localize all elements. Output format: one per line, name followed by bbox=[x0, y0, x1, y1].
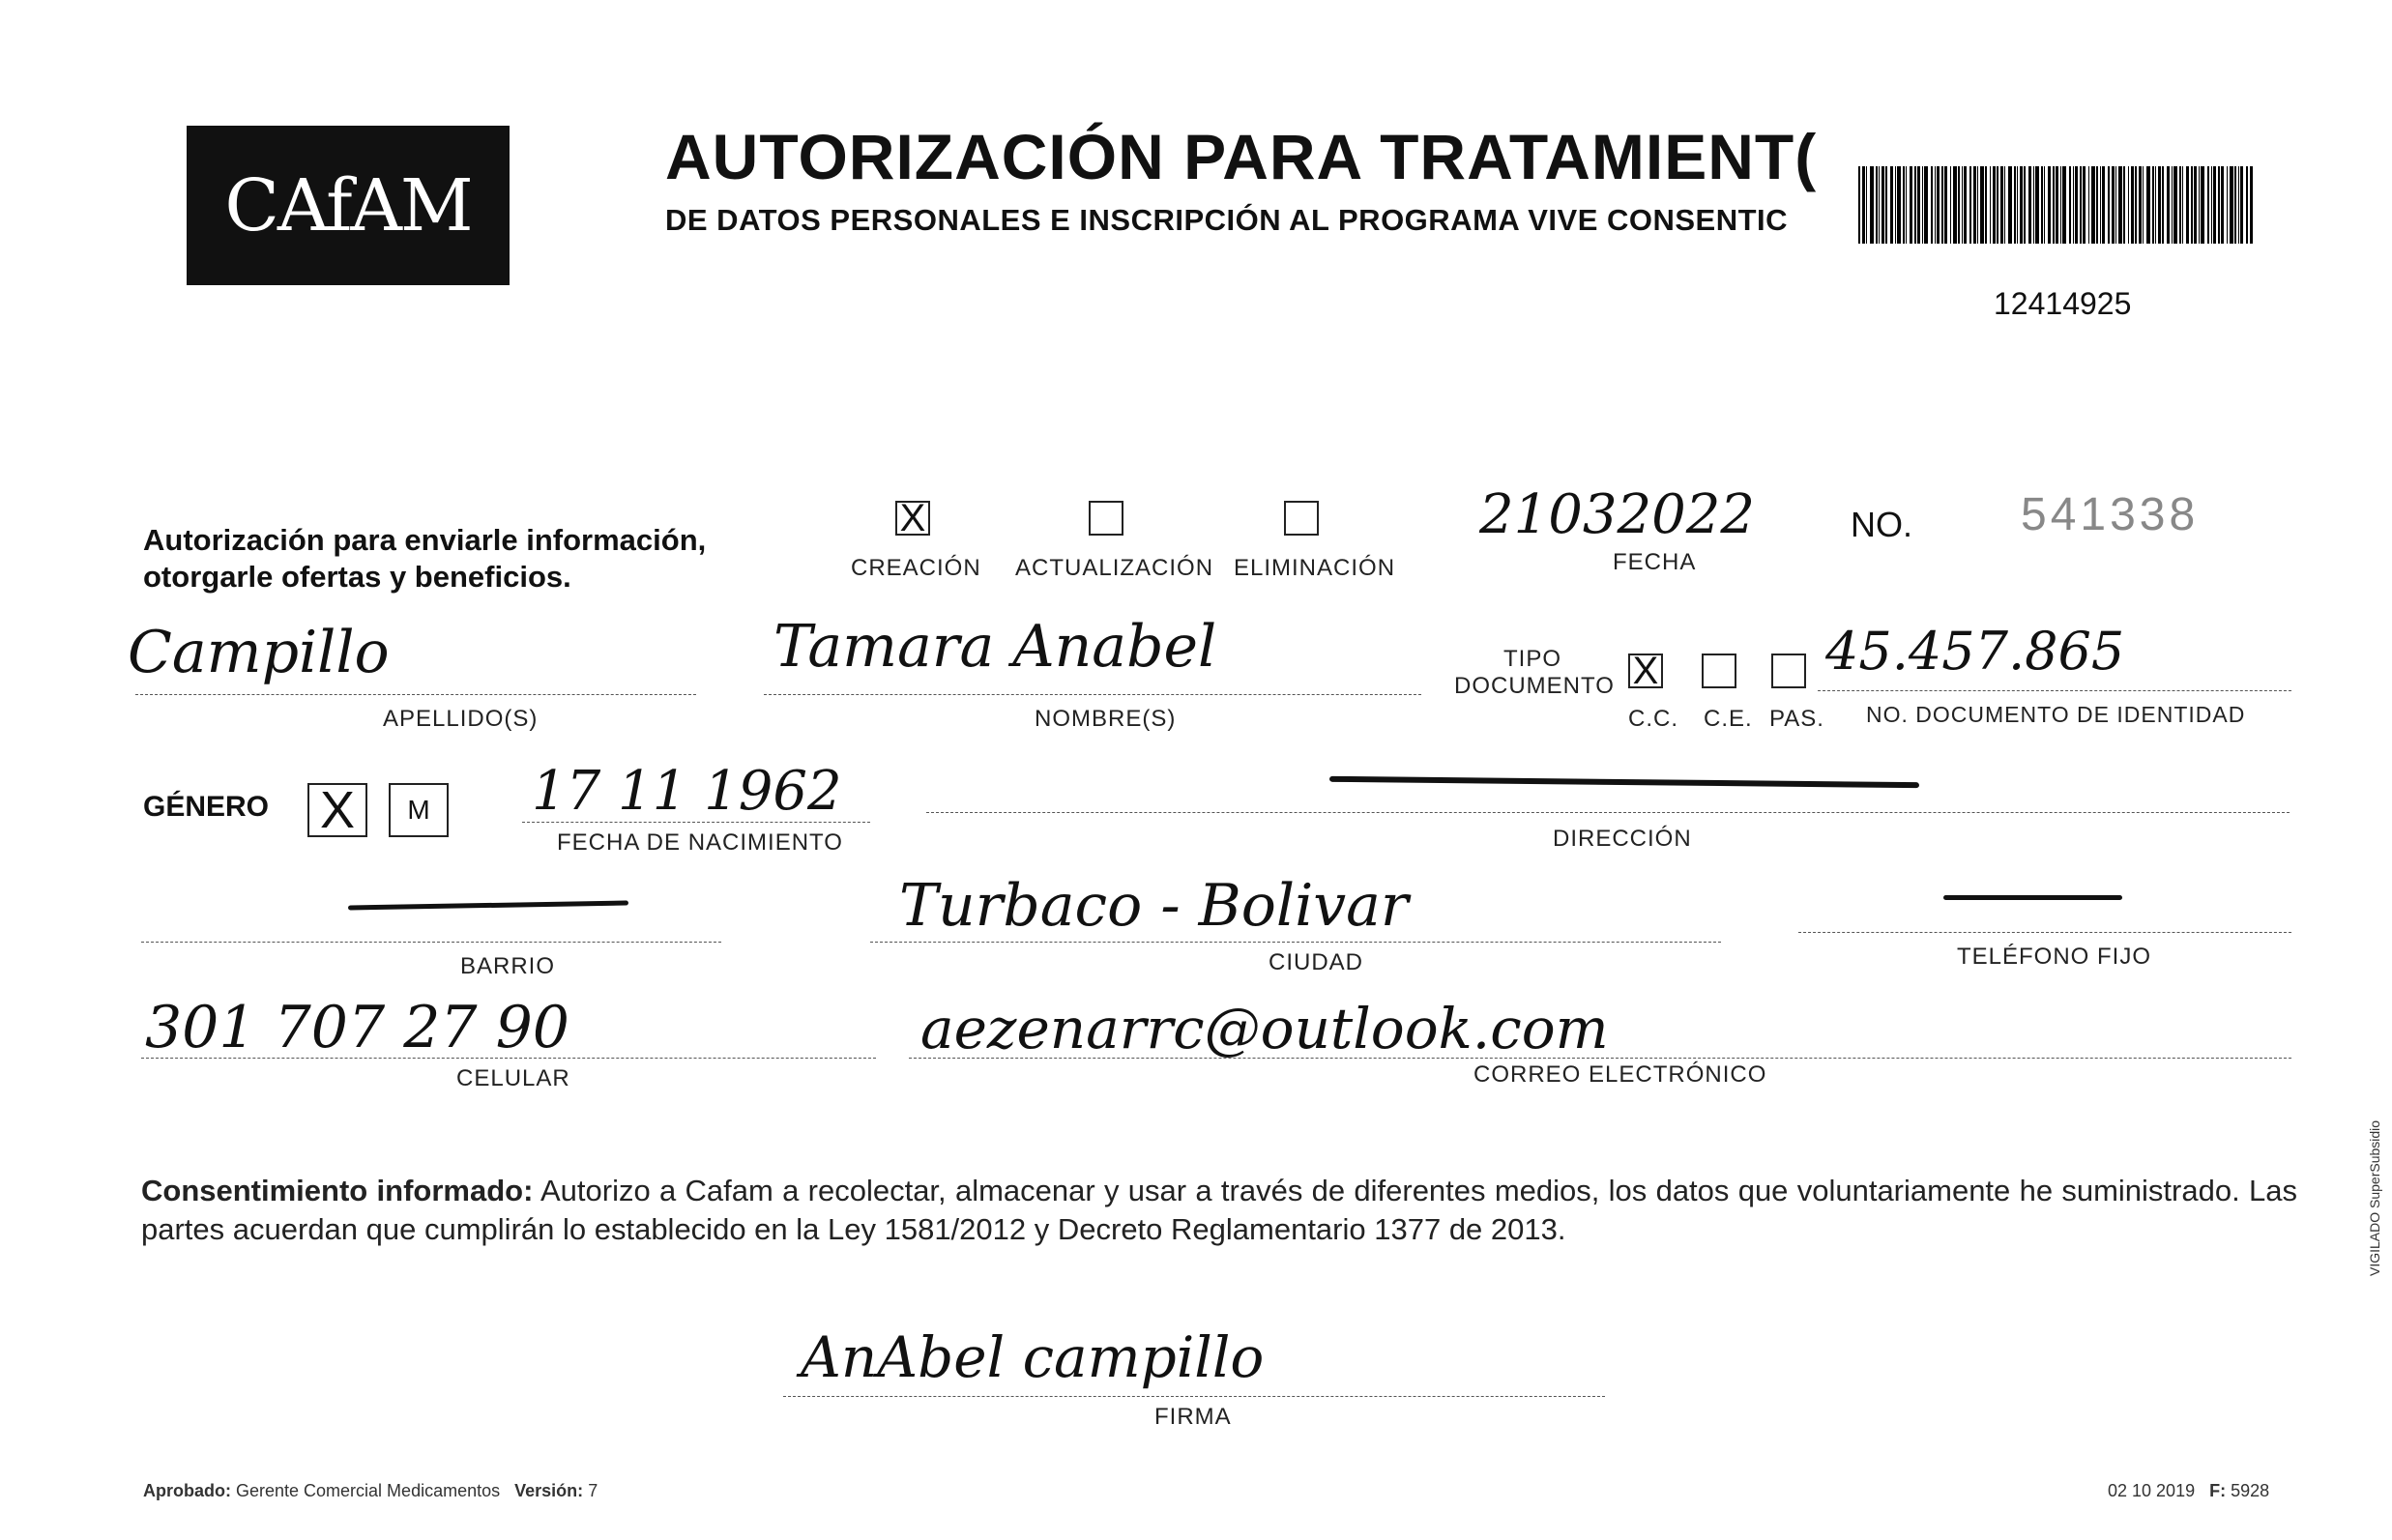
barcode-bar bbox=[2115, 166, 2116, 244]
barcode-bar bbox=[2139, 166, 2142, 244]
ciudad-value[interactable]: Turbaco - Bolivar bbox=[899, 872, 1409, 940]
correo-value[interactable]: aezenarrc@outlook.com bbox=[920, 996, 1609, 1061]
barcode-bar bbox=[2240, 166, 2243, 244]
creacion-checkbox[interactable]: X bbox=[895, 501, 930, 536]
barcode-bar bbox=[2017, 166, 2018, 244]
no-value: 541338 bbox=[2021, 489, 2200, 540]
barcode-bar bbox=[2221, 166, 2224, 244]
barcode-bar bbox=[2135, 166, 2137, 244]
fecha-nacimiento-line bbox=[522, 822, 870, 823]
barcode-bar bbox=[1910, 166, 1912, 244]
barcode-bar bbox=[1897, 166, 1901, 244]
creacion-label: CREACIÓN bbox=[851, 555, 981, 581]
celular-value[interactable]: 301 707 27 90 bbox=[145, 994, 569, 1061]
barcode-bar bbox=[2048, 166, 2051, 244]
barcode-bar bbox=[1890, 166, 1893, 244]
barcode-bar bbox=[2080, 166, 2082, 244]
barcode-bar bbox=[1914, 166, 1916, 244]
nombre-label: NOMBRE(S) bbox=[1035, 706, 1177, 732]
barcode-bar bbox=[2131, 166, 2134, 244]
barcode-bar bbox=[2155, 166, 2156, 244]
vigilado-side-text: VIGILADO SuperSubsidio bbox=[2367, 1119, 2382, 1276]
apellido-line bbox=[135, 694, 696, 695]
eliminacion-checkbox[interactable] bbox=[1284, 501, 1319, 536]
genero-f-checkbox[interactable]: X bbox=[307, 783, 367, 837]
barcode-bar bbox=[1962, 166, 1963, 244]
barcode-bar bbox=[2075, 166, 2078, 244]
nombre-line bbox=[764, 694, 1421, 695]
apellido-value[interactable]: Campillo bbox=[128, 619, 390, 686]
barcode-bar bbox=[2028, 166, 2031, 244]
barcode-bar bbox=[2000, 166, 2003, 244]
barcode-bar bbox=[2213, 166, 2216, 244]
telefono-label: TELÉFONO FIJO bbox=[1957, 944, 2152, 970]
telefono-line bbox=[1798, 932, 2291, 933]
barcode-bar bbox=[2123, 166, 2125, 244]
consent-heading: Consentimiento informado: bbox=[141, 1174, 534, 1207]
genero-m-checkbox[interactable]: M bbox=[389, 783, 449, 837]
correo-line bbox=[909, 1058, 2291, 1059]
barcode-bar bbox=[2096, 166, 2098, 244]
barcode-bar bbox=[2199, 166, 2200, 244]
signature[interactable]: AnAbel campillo bbox=[801, 1324, 1265, 1390]
barcode-bar bbox=[2056, 166, 2058, 244]
barcode-number: 12414925 bbox=[1994, 286, 2132, 321]
barcode-bar bbox=[2108, 166, 2110, 244]
barcode-bar bbox=[1870, 166, 1874, 244]
barcode-bar bbox=[2162, 166, 2164, 244]
barcode-bar bbox=[2194, 166, 2197, 244]
correo-label: CORREO ELECTRÓNICO bbox=[1473, 1061, 1767, 1088]
barcode-bar bbox=[2033, 166, 2034, 244]
barcode-bar bbox=[2035, 166, 2039, 244]
barcode-bar bbox=[2246, 166, 2248, 244]
barcode-bar bbox=[2172, 166, 2173, 244]
apellido-label: APELLIDO(S) bbox=[383, 706, 539, 732]
barcode-bar bbox=[2186, 166, 2189, 244]
barcode-bar bbox=[2014, 166, 2016, 244]
telefono-strike bbox=[1943, 895, 2122, 900]
signature-line bbox=[783, 1396, 1605, 1397]
consent-text: Autorizo a Cafam a recolectar, almacenar y usar a través de diferentes medios, los datos que voluntariamente he suministrado. Las partes acuerdan que cumplirán lo establecido en la Ley 1581/2012 y Decreto Reglamentario 1377 de 2013. bbox=[141, 1174, 2297, 1246]
barcode-bar bbox=[1997, 166, 1998, 244]
barcode-bar bbox=[2191, 166, 2193, 244]
ce-checkbox[interactable] bbox=[1702, 654, 1736, 688]
actualizacion-label: ACTUALIZACIÓN bbox=[1015, 555, 1214, 581]
direccion-line bbox=[926, 812, 2290, 813]
barcode-bar bbox=[1922, 166, 1923, 244]
barcode-bar bbox=[2041, 166, 2043, 244]
authorization-intro: Autorización para enviarle información, otorgarle ofertas y beneficios. bbox=[143, 523, 707, 594]
barcode-bar bbox=[2100, 166, 2101, 244]
tipo-documento-label-1: TIPO bbox=[1503, 646, 1562, 672]
barcode-bar bbox=[2102, 166, 2105, 244]
eliminacion-label: ELIMINACIÓN bbox=[1234, 555, 1396, 581]
nombre-value[interactable]: Tamara Anabel bbox=[773, 613, 1217, 681]
cc-checkbox[interactable]: X bbox=[1628, 654, 1663, 688]
barcode-bar bbox=[2118, 166, 2122, 244]
barcode-bar bbox=[1895, 166, 1896, 244]
barcode-bar bbox=[1964, 166, 1967, 244]
no-label: NO. bbox=[1851, 505, 1913, 544]
direccion-label: DIRECCIÓN bbox=[1553, 826, 1692, 852]
barcode-bar bbox=[1935, 166, 1936, 244]
barcode-bar bbox=[1937, 166, 1940, 244]
cafam-logo: CAfAM bbox=[187, 126, 510, 285]
barcode-bar bbox=[2024, 166, 2026, 244]
direccion-strike bbox=[1329, 776, 1919, 788]
barcode-bar bbox=[1993, 166, 1996, 244]
barcode-bar bbox=[2234, 166, 2236, 244]
barcode-bar bbox=[1969, 166, 1971, 244]
barcode-bar bbox=[1882, 166, 1884, 244]
footer-code: 02 10 2019 F: 5928 bbox=[2108, 1481, 2270, 1500]
barcode-bar bbox=[1958, 166, 1960, 244]
fecha-value[interactable]: 21032022 bbox=[1479, 483, 1756, 546]
barcode-bar bbox=[2112, 166, 2115, 244]
barcode-bar bbox=[2201, 166, 2204, 244]
fecha-nacimiento-label: FECHA DE NACIMIENTO bbox=[557, 829, 843, 856]
barcode-bar bbox=[1931, 166, 1933, 244]
celular-label: CELULAR bbox=[456, 1065, 570, 1091]
barcode-bar bbox=[2044, 166, 2045, 244]
barcode-bar bbox=[1973, 166, 1976, 244]
fecha-label: FECHA bbox=[1613, 549, 1697, 575]
barcode-bar bbox=[2020, 166, 2023, 244]
barcode-bar bbox=[1941, 166, 1943, 244]
documento-value[interactable]: 45.457.865 bbox=[1825, 621, 2125, 682]
firma-label: FIRMA bbox=[1154, 1404, 1232, 1430]
barcode-bar bbox=[2128, 166, 2129, 244]
barcode-bar bbox=[1953, 166, 1957, 244]
barrio-strike bbox=[348, 900, 628, 910]
form-title: AUTORIZACIÓN PARA TRATAMIENT( bbox=[665, 121, 1818, 192]
barcode-bar bbox=[1866, 166, 1867, 244]
celular-line bbox=[141, 1058, 876, 1059]
barcode-bar bbox=[1885, 166, 1887, 244]
pas-checkbox[interactable] bbox=[1771, 654, 1806, 688]
barcode bbox=[1858, 166, 2255, 244]
barcode-bar bbox=[1980, 166, 1984, 244]
barrio-label: BARRIO bbox=[460, 953, 556, 979]
ciudad-line bbox=[870, 942, 1721, 943]
barcode-bar bbox=[1924, 166, 1928, 244]
barcode-bar bbox=[2069, 166, 2071, 244]
barcode-bar bbox=[2083, 166, 2086, 244]
barcode-bar bbox=[1906, 166, 1907, 244]
barcode-bar bbox=[1917, 166, 1920, 244]
barcode-bar bbox=[2073, 166, 2074, 244]
barcode-bar bbox=[2230, 166, 2233, 244]
barcode-bar bbox=[2167, 166, 2170, 244]
barcode-bar bbox=[1862, 166, 1865, 244]
barcode-bar bbox=[1879, 166, 1880, 244]
ciudad-label: CIUDAD bbox=[1269, 949, 1364, 975]
barcode-bar bbox=[2211, 166, 2212, 244]
barcode-bar bbox=[1985, 166, 1987, 244]
barcode-bar bbox=[1977, 166, 1978, 244]
fecha-nacimiento-value[interactable]: 17 11 1962 bbox=[532, 760, 842, 823]
barcode-bar bbox=[2152, 166, 2154, 244]
genero-label: GÉNERO bbox=[143, 791, 270, 823]
barcode-bar bbox=[2182, 166, 2183, 244]
barcode-bar bbox=[2004, 166, 2005, 244]
form-subtitle: DE DATOS PERSONALES E INSCRIPCIÓN AL PROGRAMA VIVE CONSENTIC bbox=[665, 203, 1789, 237]
pas-label: PAS. bbox=[1769, 706, 1824, 732]
footer-aprobado: Aprobado: Gerente Comercial Medicamentos Versión: 7 bbox=[143, 1481, 598, 1500]
barrio-line bbox=[141, 942, 721, 943]
barcode-bar bbox=[2158, 166, 2161, 244]
documento-label: NO. DOCUMENTO DE IDENTIDAD bbox=[1866, 702, 2246, 727]
barcode-bar bbox=[2143, 166, 2144, 244]
tipo-documento-label-2: DOCUMENTO bbox=[1454, 673, 1615, 699]
cc-label: C.C. bbox=[1628, 706, 1678, 732]
barcode-bar bbox=[1876, 166, 1878, 244]
consent-paragraph bbox=[141, 1172, 2297, 1249]
barcode-bar bbox=[1944, 166, 1947, 244]
barcode-bar bbox=[2091, 166, 2095, 244]
barcode-bar bbox=[2146, 166, 2150, 244]
actualizacion-checkbox[interactable] bbox=[1089, 501, 1123, 536]
barcode-bar bbox=[2250, 166, 2253, 244]
barcode-bar bbox=[2238, 166, 2239, 244]
barcode-bar bbox=[1990, 166, 1991, 244]
barcode-bar bbox=[2173, 166, 2177, 244]
barcode-bar bbox=[1903, 166, 1905, 244]
barcode-bar bbox=[2227, 166, 2228, 244]
barcode-bar bbox=[2179, 166, 2181, 244]
barcode-bar bbox=[2008, 166, 2012, 244]
barcode-bar bbox=[1858, 166, 1860, 244]
barcode-bar bbox=[2088, 166, 2089, 244]
barcode-bar bbox=[2062, 166, 2066, 244]
barcode-bar bbox=[1950, 166, 1951, 244]
barcode-bar bbox=[2060, 166, 2061, 244]
barcode-bar bbox=[2207, 166, 2209, 244]
ce-label: C.E. bbox=[1704, 706, 1753, 732]
documento-line bbox=[1818, 690, 2291, 691]
barcode-bar bbox=[2053, 166, 2055, 244]
barcode-bar bbox=[2218, 166, 2220, 244]
